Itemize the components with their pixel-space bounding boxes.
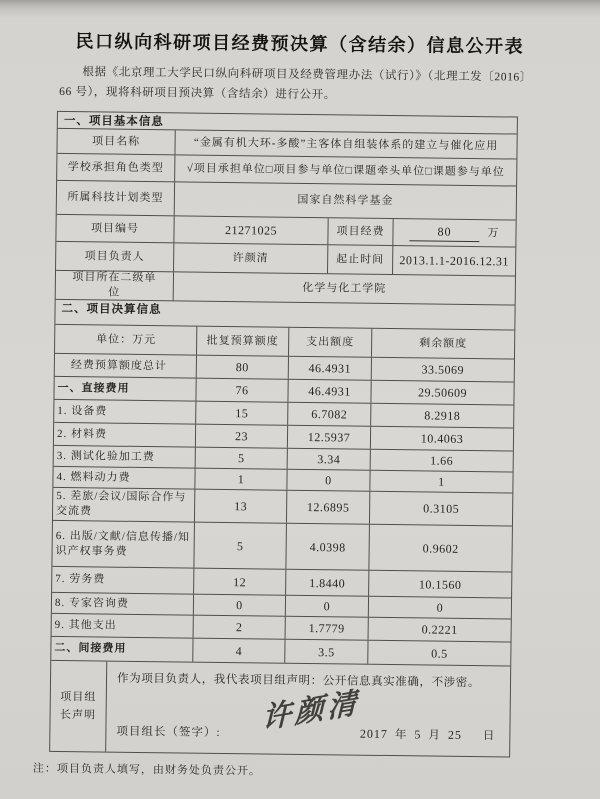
period-label: 起止时间 xyxy=(328,245,393,274)
row-spent: 6.7082 xyxy=(288,403,371,426)
row-spent: 1.8440 xyxy=(286,570,369,596)
row-label: 4. 燃料动力费 xyxy=(53,467,195,489)
col-header-approved: 批复预算额度 xyxy=(197,327,289,356)
plan-type-label: 所属科技计划类型 xyxy=(57,181,175,215)
row-budget: 5 xyxy=(194,523,287,569)
row-spent: 1.7779 xyxy=(286,617,369,640)
role-type-label: 学校承担角色类型 xyxy=(57,154,175,181)
row-remaining: 29.50609 xyxy=(417,385,468,401)
period-value: 2013.1.1-2016.12.31 xyxy=(399,253,510,269)
row-remaining: 0.9602 xyxy=(422,541,459,556)
row-label: 2. 材料费 xyxy=(54,423,196,447)
date-day-unit: 日 xyxy=(482,730,496,743)
section2-header: 二、项目决算信息 xyxy=(61,303,162,317)
row-label: 6. 出版/文献/信息传播/知识产权事务费 xyxy=(52,521,195,568)
leader-label: 项目负责人 xyxy=(56,242,174,271)
date-day: 25 xyxy=(447,727,462,743)
row-budget: 1 xyxy=(195,469,287,490)
form-title: 民口纵向科研项目经费预决算（含结余）信息公开表 xyxy=(75,31,525,57)
project-name-label: 项目名称 xyxy=(57,129,175,154)
row-remaining: 1.66 xyxy=(430,453,454,468)
project-no-value: 21271025 xyxy=(174,217,328,245)
fund-value-cell xyxy=(393,219,515,246)
row-budget: 80 xyxy=(197,356,289,379)
plan-type-value: 国家自然科学基金 xyxy=(297,194,394,208)
fund-unit: 万 xyxy=(487,227,500,240)
row-label: 一、直接费用 xyxy=(54,377,196,401)
row-spent: 4.0398 xyxy=(286,524,370,570)
row-label: 7. 劳务费 xyxy=(52,567,194,594)
row-budget: 23 xyxy=(196,425,288,448)
col-header-unit: 单位：万元 xyxy=(55,325,197,355)
row-label: 8. 专家咨询费 xyxy=(52,593,194,615)
row-remaining: 0.2221 xyxy=(421,622,458,638)
declaration-statement: 作为项目负责人，我代表项目组声明：公开信息真实准确，不涉密。 xyxy=(116,672,481,690)
col-header-spent: 支出额度 xyxy=(289,328,372,357)
col-header-remaining: 剩余额度 xyxy=(419,337,468,350)
declaration-date xyxy=(353,726,496,744)
footnote: 注：项目负责人填写，由财务处负责公开。 xyxy=(32,762,261,778)
row-remaining: 0.5 xyxy=(431,646,448,661)
declaration-body xyxy=(106,662,510,757)
row-label: 9. 其他支出 xyxy=(52,614,194,638)
row-budget: 13 xyxy=(195,490,287,523)
row-spent: 46.4931 xyxy=(288,380,371,403)
row-budget: 76 xyxy=(196,379,288,402)
signature-line-label: 项目组长（签字）: xyxy=(116,725,221,740)
fund-amount: 80 xyxy=(409,223,479,242)
project-name-value: “金属有机大环-多酸”主客体自组装体系的建立与催化应用 xyxy=(193,136,499,153)
row-spent: 12.6895 xyxy=(287,491,370,524)
row-budget: 0 xyxy=(194,595,286,616)
row-remaining: 10.4063 xyxy=(420,431,464,447)
row-label: 1. 设备费 xyxy=(54,400,196,424)
row-spent: 3.34 xyxy=(288,449,371,470)
row-label: 5. 差旅/会议/国际合作与交流费 xyxy=(53,488,195,522)
date-year: 2017 xyxy=(359,726,388,742)
project-no-label: 项目编号 xyxy=(56,215,174,242)
row-spent: 0 xyxy=(287,470,370,491)
dept-value: 化学与化工学院 xyxy=(302,281,387,295)
row-label: 3. 测试化验加工费 xyxy=(54,446,196,468)
row-spent: 0 xyxy=(286,596,369,617)
date-month-unit: 月 xyxy=(428,729,441,742)
row-spent: 12.5937 xyxy=(288,426,371,449)
declaration-row xyxy=(50,661,510,757)
handwritten-signature: 许颜清 xyxy=(262,687,361,736)
row-remaining: 10.1560 xyxy=(418,577,462,592)
row-remaining: 33.5069 xyxy=(421,362,465,378)
row-budget: 4 xyxy=(193,639,285,663)
form-table xyxy=(49,111,518,758)
row-label: 经费预算额度总计 xyxy=(55,354,197,378)
dept-label: 项目所在二级单位 xyxy=(56,271,174,300)
row-budget: 5 xyxy=(196,448,288,469)
date-month: 5 xyxy=(414,727,422,742)
plan-type-row xyxy=(57,181,516,221)
row-budget: 2 xyxy=(194,616,286,639)
role-type-value: √项目承担单位□项目参与单位□课题牵头单位□课题参与单位 xyxy=(186,162,505,179)
intro-paragraph: 根据《北京理工大学民口纵向科研项目及经费管理办法（试行）》（北理工发〔2016〕66 号），现将科研项目预决算（含结余）进行公开。 xyxy=(59,66,532,102)
row-budget: 15 xyxy=(196,402,288,425)
section1-header: 一、项目基本信息 xyxy=(63,115,164,129)
table-row xyxy=(52,521,512,573)
row-remaining: 1 xyxy=(438,474,445,489)
row-remaining: 8.2918 xyxy=(424,408,461,424)
fund-label: 项目经费 xyxy=(328,218,393,245)
declaration-label: 项目组长声明 xyxy=(50,661,107,752)
leader-value: 许颜清 xyxy=(174,244,328,274)
date-year-unit: 年 xyxy=(394,729,408,742)
row-label: 二、间接费用 xyxy=(51,637,193,662)
row-spent: 3.5 xyxy=(285,640,368,664)
table-row xyxy=(53,488,512,527)
row-remaining: 0.3105 xyxy=(423,501,460,517)
row-remaining: 0 xyxy=(436,600,444,615)
row-budget: 12 xyxy=(194,569,286,595)
row-spent: 46.4931 xyxy=(289,357,372,380)
